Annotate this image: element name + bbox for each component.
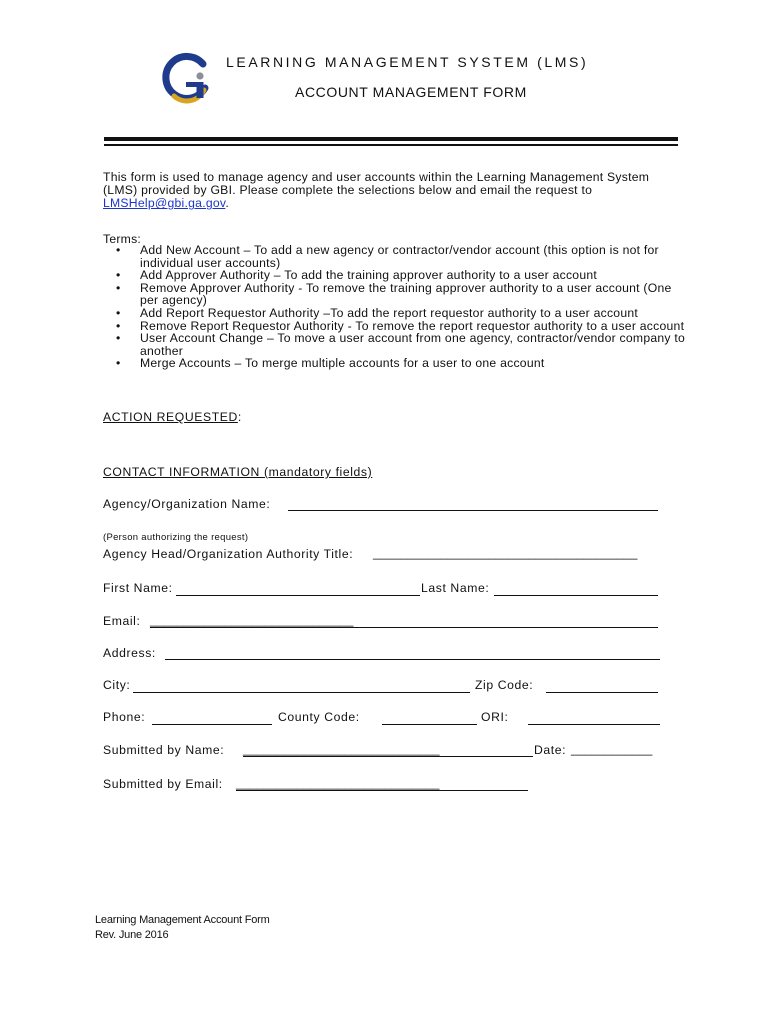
header-divider-thin: [104, 144, 678, 146]
list-item: [103, 332, 688, 357]
first-name-field[interactable]: [176, 595, 420, 596]
last-name-label: Last Name:: [421, 581, 490, 595]
intro-text: This form is used to manage agency and user accounts within the Learning Management System (LMS) provided by GBI. Please complete the selections below and email the request to: [103, 170, 650, 198]
address-field[interactable]: [165, 659, 660, 660]
submitted-by-email-label: Submitted by Email:: [103, 777, 223, 791]
bullet-icon: •: [116, 331, 121, 346]
form-title: LEARNING MANAGEMENT SYSTEM (LMS): [226, 54, 589, 70]
date-field[interactable]: ____________: [571, 742, 653, 756]
header-divider-thick: [104, 137, 678, 141]
lms-help-email-link[interactable]: LMSHelp@gbi.ga.gov: [103, 196, 226, 211]
address-label: Address:: [103, 646, 156, 660]
contact-information-heading: [103, 465, 372, 479]
last-name-field[interactable]: [494, 595, 658, 596]
list-item: [103, 282, 688, 307]
gbi-logo-icon: [160, 52, 212, 106]
page-footer: [95, 913, 270, 943]
phone-field[interactable]: [152, 724, 272, 725]
list-item: [103, 357, 688, 370]
agency-head-title-label: Agency Head/Organization Authority Title:: [103, 547, 354, 561]
footer-form-name: Learning Management Account Form: [95, 914, 270, 926]
term-text: Add Approver Authority – To add the training approver authority to a user account: [140, 268, 598, 283]
city-field[interactable]: [133, 692, 470, 693]
term-text: User Account Change – To move a user account from one agency, contractor/vendor company to another: [140, 331, 686, 358]
agency-name-field[interactable]: [288, 510, 658, 511]
submitted-by-name-underscores: _____________________________: [243, 742, 440, 756]
intro-paragraph: [103, 171, 673, 211]
form-subtitle: ACCOUNT MANAGEMENT FORM: [295, 84, 527, 100]
first-name-label: First Name:: [103, 581, 173, 595]
bullet-icon: •: [116, 305, 121, 320]
person-authorizing-note: (Person authorizing the request): [103, 532, 249, 543]
email-field[interactable]: [150, 627, 658, 628]
terms-label: Terms:: [103, 232, 142, 246]
ori-field[interactable]: [528, 724, 660, 725]
action-requested-colon: :: [237, 410, 242, 424]
submitted-by-email-underscores: ______________________________: [236, 776, 440, 790]
county-code-label: County Code:: [278, 710, 360, 724]
ori-label: ORI:: [481, 710, 509, 724]
bullet-icon: •: [116, 356, 121, 371]
phone-label: Phone:: [103, 710, 146, 724]
submitted-by-name-field[interactable]: [243, 756, 533, 757]
term-text: Remove Report Requestor Authority - To remove the report requestor authority to a user account: [140, 318, 685, 333]
intro-end: .: [225, 196, 229, 211]
zip-code-label: Zip Code:: [475, 678, 534, 692]
term-text: Merge Accounts – To merge multiple accounts for a user to one account: [140, 356, 545, 371]
bullet-icon: •: [116, 280, 121, 295]
term-text: Add Report Requestor Authority –To add the report requestor authority to a user account: [140, 305, 639, 320]
zip-code-field[interactable]: [546, 692, 658, 693]
submitted-by-email-field[interactable]: [236, 790, 528, 791]
list-item: [103, 244, 688, 269]
email-field-underscores: ______________________________: [150, 613, 354, 627]
county-code-field[interactable]: [382, 724, 477, 725]
term-text: Add New Account – To add a new agency or contractor/vendor account (this option is not for individual user accounts): [140, 243, 659, 270]
date-label: Date:: [534, 743, 567, 757]
bullet-icon: •: [116, 243, 121, 257]
agency-head-title-field[interactable]: _______________________________________: [373, 546, 638, 560]
contact-information-label: CONTACT INFORMATION (mandatory fields): [103, 465, 373, 479]
agency-name-label: Agency/Organization Name:: [103, 497, 271, 511]
bullet-icon: •: [116, 268, 121, 283]
terms-list: [103, 244, 688, 370]
email-label: Email:: [103, 614, 141, 628]
bullet-icon: •: [116, 318, 121, 333]
term-text: Remove Approver Authority - To remove the training approver authority to a user account (One per agency): [140, 280, 672, 308]
city-label: City:: [103, 678, 131, 692]
action-requested-heading: [103, 410, 242, 424]
footer-revision: Rev. June 2016: [95, 929, 169, 941]
submitted-by-name-label: Submitted by Name:: [103, 743, 225, 757]
action-requested-label: ACTION REQUESTED: [103, 410, 238, 424]
